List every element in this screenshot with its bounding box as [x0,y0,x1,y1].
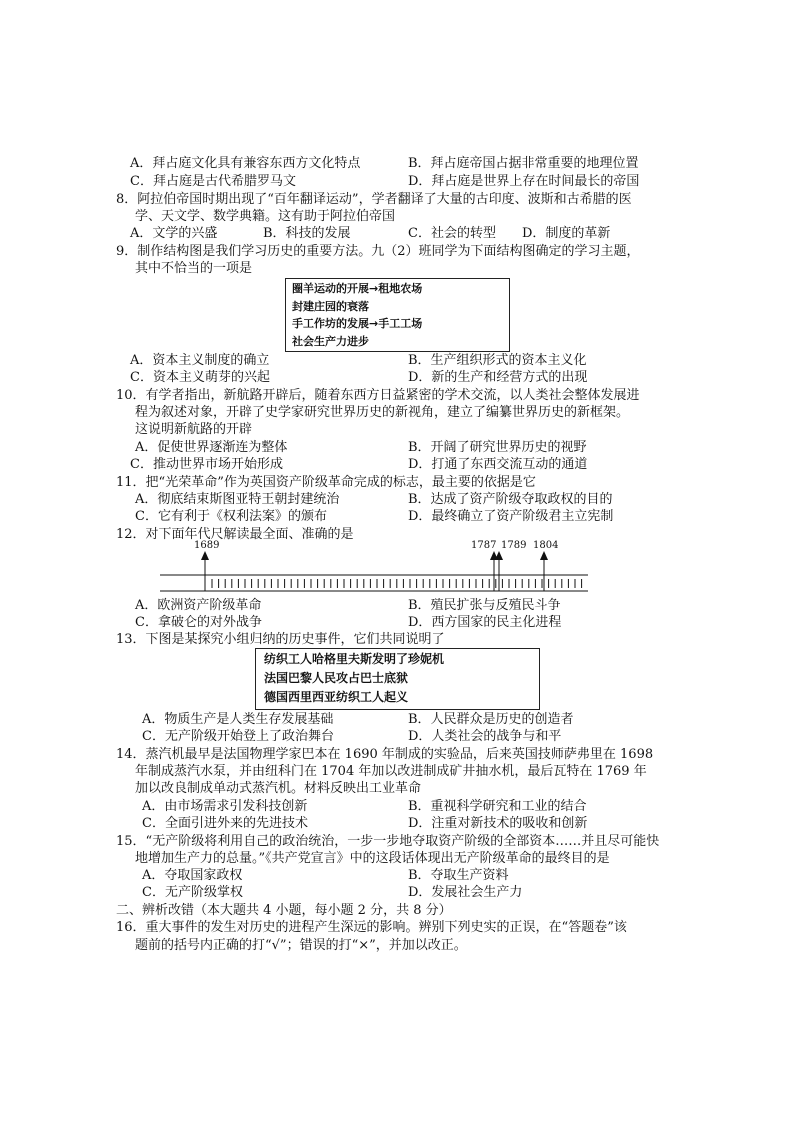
q9-box-line3: 手工作坊的发展→手工工场 [292,317,423,330]
q16-stem-line2: 题前的括号内正确的打“√”；错误的打“×”，并加以改正。 [135,938,467,953]
q9-option-b: B．生产组织形式的资本主义化 [408,353,587,368]
q12-option-d: D．西方国家的民主化进程 [408,615,562,630]
q10-stem-line3: 这说明新航路的开辟 [135,422,253,437]
q8-option-d: D．制度的革新 [522,226,611,241]
q10-option-c: C．推动世界市场开始形成 [130,457,283,472]
year-1789: 1789 [501,540,527,551]
q15-option-b: B．夺取生产资料 [408,868,509,883]
q10-stem-line2: 程为叙述对象，开辟了史学家研究世界历史的新视角，建立了编纂世界历史的新框架。 [135,405,630,420]
q10-option-b: B．开阔了研究世界历史的视野 [408,440,587,455]
q8-option-c: C．社会的转型 [408,226,496,241]
q7-option-b: B．拜占庭帝国占据非常重要的地理位置 [408,156,639,171]
q14-stem-line3: 加以改良制成单动式蒸汽机。材料反映出工业革命 [135,781,422,796]
q13-event-box [255,648,540,710]
q9-stem-line2: 其中不恰当的一项是 [135,261,253,276]
q12-timeline [0,538,794,598]
q9-option-c: C．资本主义萌芽的兴起 [130,370,270,385]
q13-box-line3: 德国西里西亚纺织工人起义 [264,690,409,704]
q13-box-line1: 纺织工人哈格里夫斯发明了珍妮机 [264,652,445,666]
q14-stem-line2: 年制成蒸汽水泵，并由纽科门在 1704 年加以改进制成矿井抽水机，最后瓦特在 1769 年 [135,764,647,779]
q7-option-d: D．拜占庭是世界上存在时间最长的帝国 [408,174,640,189]
q12-option-a: A．欧洲资产阶级革命 [135,598,262,613]
q11-option-c: C．它有利于《权利法案》的颁布 [135,509,327,524]
q15-option-d: D．发展社会生产力 [408,885,523,900]
q14-stem-line1: 14．蒸汽机最早是法国物理学家巴本在 1690 年制成的实验品，后来英国技师萨弗里在 1698 [116,747,654,762]
q9-structure-box [285,278,510,352]
q9-option-d: D．新的生产和经营方式的出现 [408,370,588,385]
q9-stem-line1: 9．制作结构图是我们学习历史的重要方法。九（2）班同学为下面结构图确定的学习主题， [116,244,640,259]
q9-box-line2: 封建庄园的衰落 [292,299,369,313]
q12-stem: 12．对下面年代尺解读最全面、准确的是 [116,527,354,542]
year-1689: 1689 [194,540,220,551]
q13-option-d: D．人类社会的战争与和平 [408,729,562,744]
q13-stem: 13．下图是某探究小组归纳的历史事件，它们共同说明了 [116,632,445,647]
q11-option-a: A．彻底结束斯图亚特王朝封建统治 [135,492,340,507]
q9-box-line4: 社会生产力进步 [292,334,369,348]
q8-stem-line2: 学、天文学、数学典籍。这有助于阿拉伯帝国 [135,209,396,224]
q13-option-c: C．无产阶级开始登上了政治舞台 [142,729,334,744]
q10-option-a: A．促使世界逐渐连为整体 [135,440,288,455]
section2-heading: 二、辨析改错（本大题共 4 小题，每小题 2 分，共 8 分） [116,903,452,918]
year-1787: 1787 [471,540,497,551]
q11-stem: 11．把“光荣革命”作为英国资产阶级革命完成的标志，最主要的依据是它 [116,475,536,490]
q9-box-line1: 圈羊运动的开展→租地农场 [292,282,423,295]
q14-option-d: D．注重对新技术的吸收和创新 [408,816,588,831]
q14-option-b: B．重视科学研究和工业的结合 [408,799,587,814]
q13-option-a: A．物质生产是人类生存发展基础 [142,712,334,727]
year-1804: 1804 [533,540,559,551]
q12-option-c: C．拿破仑的对外战争 [135,615,262,630]
q16-stem-line1: 16．重大事件的发生对历史的进程产生深远的影响。辨别下列史实的正误，在“答题卷”该 [116,920,627,935]
q11-option-d: D．最终确立了资产阶级君主立宪制 [408,509,614,524]
q7-option-c: C．拜占庭是古代希腊罗马文 [130,174,296,189]
q10-option-d: D．打通了东西交流互动的通道 [408,457,588,472]
q8-option-b: B．科技的发展 [263,226,351,241]
q8-option-a: A．文学的兴盛 [130,226,218,241]
q15-option-c: C．无产阶级掌权 [142,885,243,900]
timeline-ticks [212,579,582,588]
q14-option-c: C．全面引进外来的先进技术 [142,816,308,831]
q15-stem-line1: 15．“无产阶级将利用自己的政治统治，一步一步地夺取资产阶级的全部资本……并且尽可能快 [116,834,660,849]
q15-option-a: A．夺取国家政权 [142,868,243,883]
q12-option-b: B．殖民扩张与反殖民斗争 [408,598,561,613]
arrow-1689-icon [201,551,209,560]
q8-stem-line1: 8．阿拉伯帝国时期出现了“百年翻译运动”，学者翻译了大量的古印度、波斯和古希腊的医 [116,192,632,207]
q9-option-a: A．资本主义制度的确立 [130,353,270,368]
q13-option-b: B．人民群众是历史的创造者 [408,712,574,727]
arrow-1804-icon [540,551,548,560]
q10-stem-line1: 10．有学者指出，新航路开辟后，随着东西方日益紧密的学术交流，以人类社会整体发展进 [116,388,640,403]
q13-box-line2: 法国巴黎人民攻占巴士底狱 [264,671,409,685]
arrow-1789-icon [495,551,503,560]
q7-option-a: A．拜占庭文化具有兼容东西方文化特点 [130,156,361,171]
q15-stem-line2: 地增加生产力的总量。”《共产党宣言》中的这段话体现出无产阶级革命的最终目的是 [135,851,610,866]
q11-option-b: B．达成了资产阶级夺取政权的目的 [408,492,613,507]
q14-option-a: A．由市场需求引发科技创新 [142,799,308,814]
